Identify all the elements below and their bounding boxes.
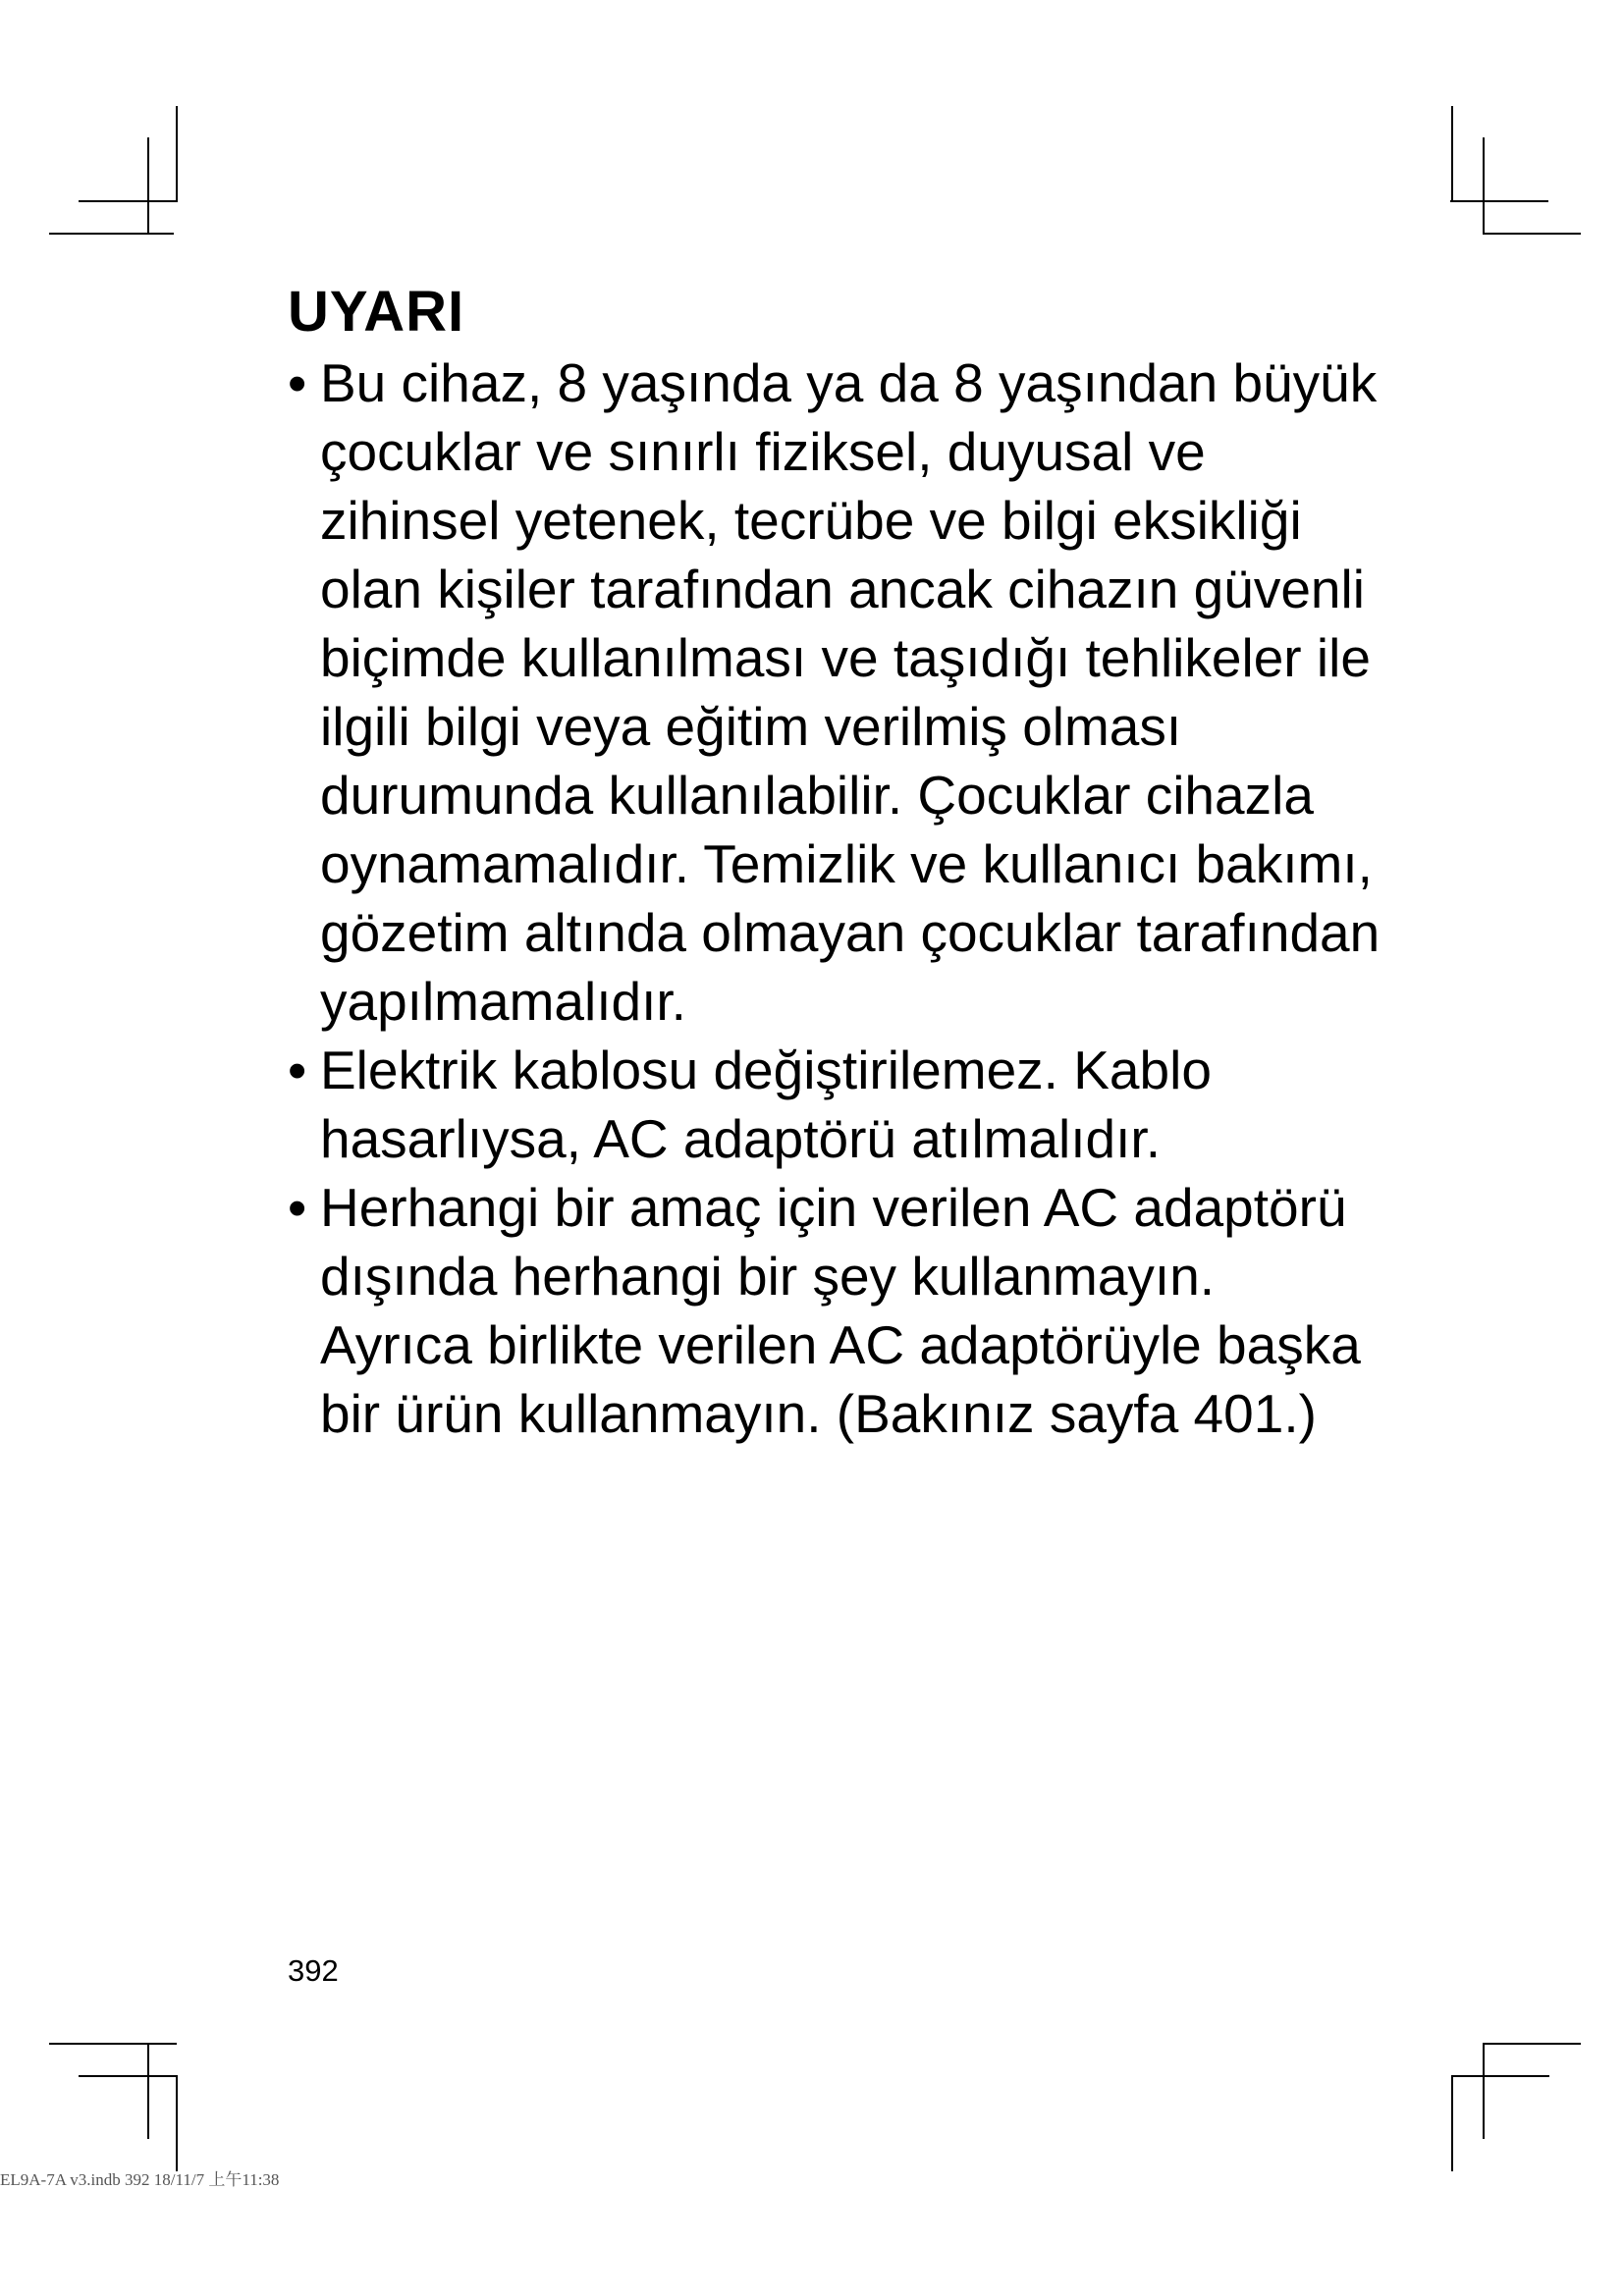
list-item [288, 1036, 1387, 1173]
list-item-text: Elektrik kablosu değiştirilemez. Kablo hasarlıysa, AC adaptörü atılmalıdır. [320, 1040, 1212, 1169]
crop-mark-top-right-h2 [1483, 233, 1581, 235]
bullet-icon: • [288, 352, 307, 413]
print-imprint: EL9A-7A v3.indb 392 18/11/7 上午11:38 [0, 2170, 280, 2189]
crop-mark-bottom-left-h1 [49, 2043, 177, 2045]
crop-mark-top-right-v2 [1483, 137, 1485, 234]
crop-mark-top-right-v1 [1451, 106, 1453, 202]
crop-mark-bottom-right-h2 [1483, 2043, 1581, 2045]
crop-mark-bottom-right-h1 [1451, 2075, 1549, 2077]
list-item-text: Ayrıca birlikte verilen AC adaptörüyle başka bir ürün kullanmayın. (Bakınız sayfa 401.) [320, 1314, 1361, 1444]
warning-list [288, 348, 1387, 1448]
crop-mark-bottom-left-v2 [176, 2075, 178, 2171]
crop-mark-top-left-h1 [49, 233, 174, 235]
list-item [288, 348, 1387, 1036]
crop-mark-top-left-v2 [176, 106, 178, 202]
page-number: 392 [288, 1953, 339, 1988]
crop-mark-bottom-left-h2 [79, 2075, 177, 2077]
warning-section [288, 278, 1387, 1448]
list-item-text: Herhangi bir amaç için verilen AC adaptörü dışında herhangi bir şey kullanmayın. [320, 1177, 1347, 1307]
crop-mark-top-left-v1 [147, 137, 149, 234]
crop-mark-top-left-h2 [79, 200, 177, 202]
bullet-icon: • [288, 1177, 307, 1238]
crop-mark-bottom-right-v2 [1483, 2043, 1485, 2139]
crop-mark-bottom-right-v1 [1451, 2075, 1453, 2171]
crop-mark-bottom-left-v1 [147, 2043, 149, 2139]
list-item-text: Bu cihaz, 8 yaşında ya da 8 yaşından büyük çocuklar ve sınırlı fiziksel, duyusal ve zihinsel yetenek, tecrübe ve bilgi eksikliği olan kişiler tarafından ancak cihazın güvenli biçimde kullanılması ve taşıdığı tehlikeler ile ilgili bilgi veya eğitim verilmiş olması durumunda kullanılabilir. Çocuklar cihazla oynamamalıdır. Temizlik ve kullanıcı bakımı, gözetim altında olmayan çocuklar tarafından yapılmamalıdır. [320, 352, 1380, 1032]
list-item [288, 1173, 1387, 1448]
page-title: UYARI [288, 280, 465, 344]
crop-mark-top-right-h1 [1450, 200, 1548, 202]
bullet-icon: • [288, 1040, 307, 1100]
